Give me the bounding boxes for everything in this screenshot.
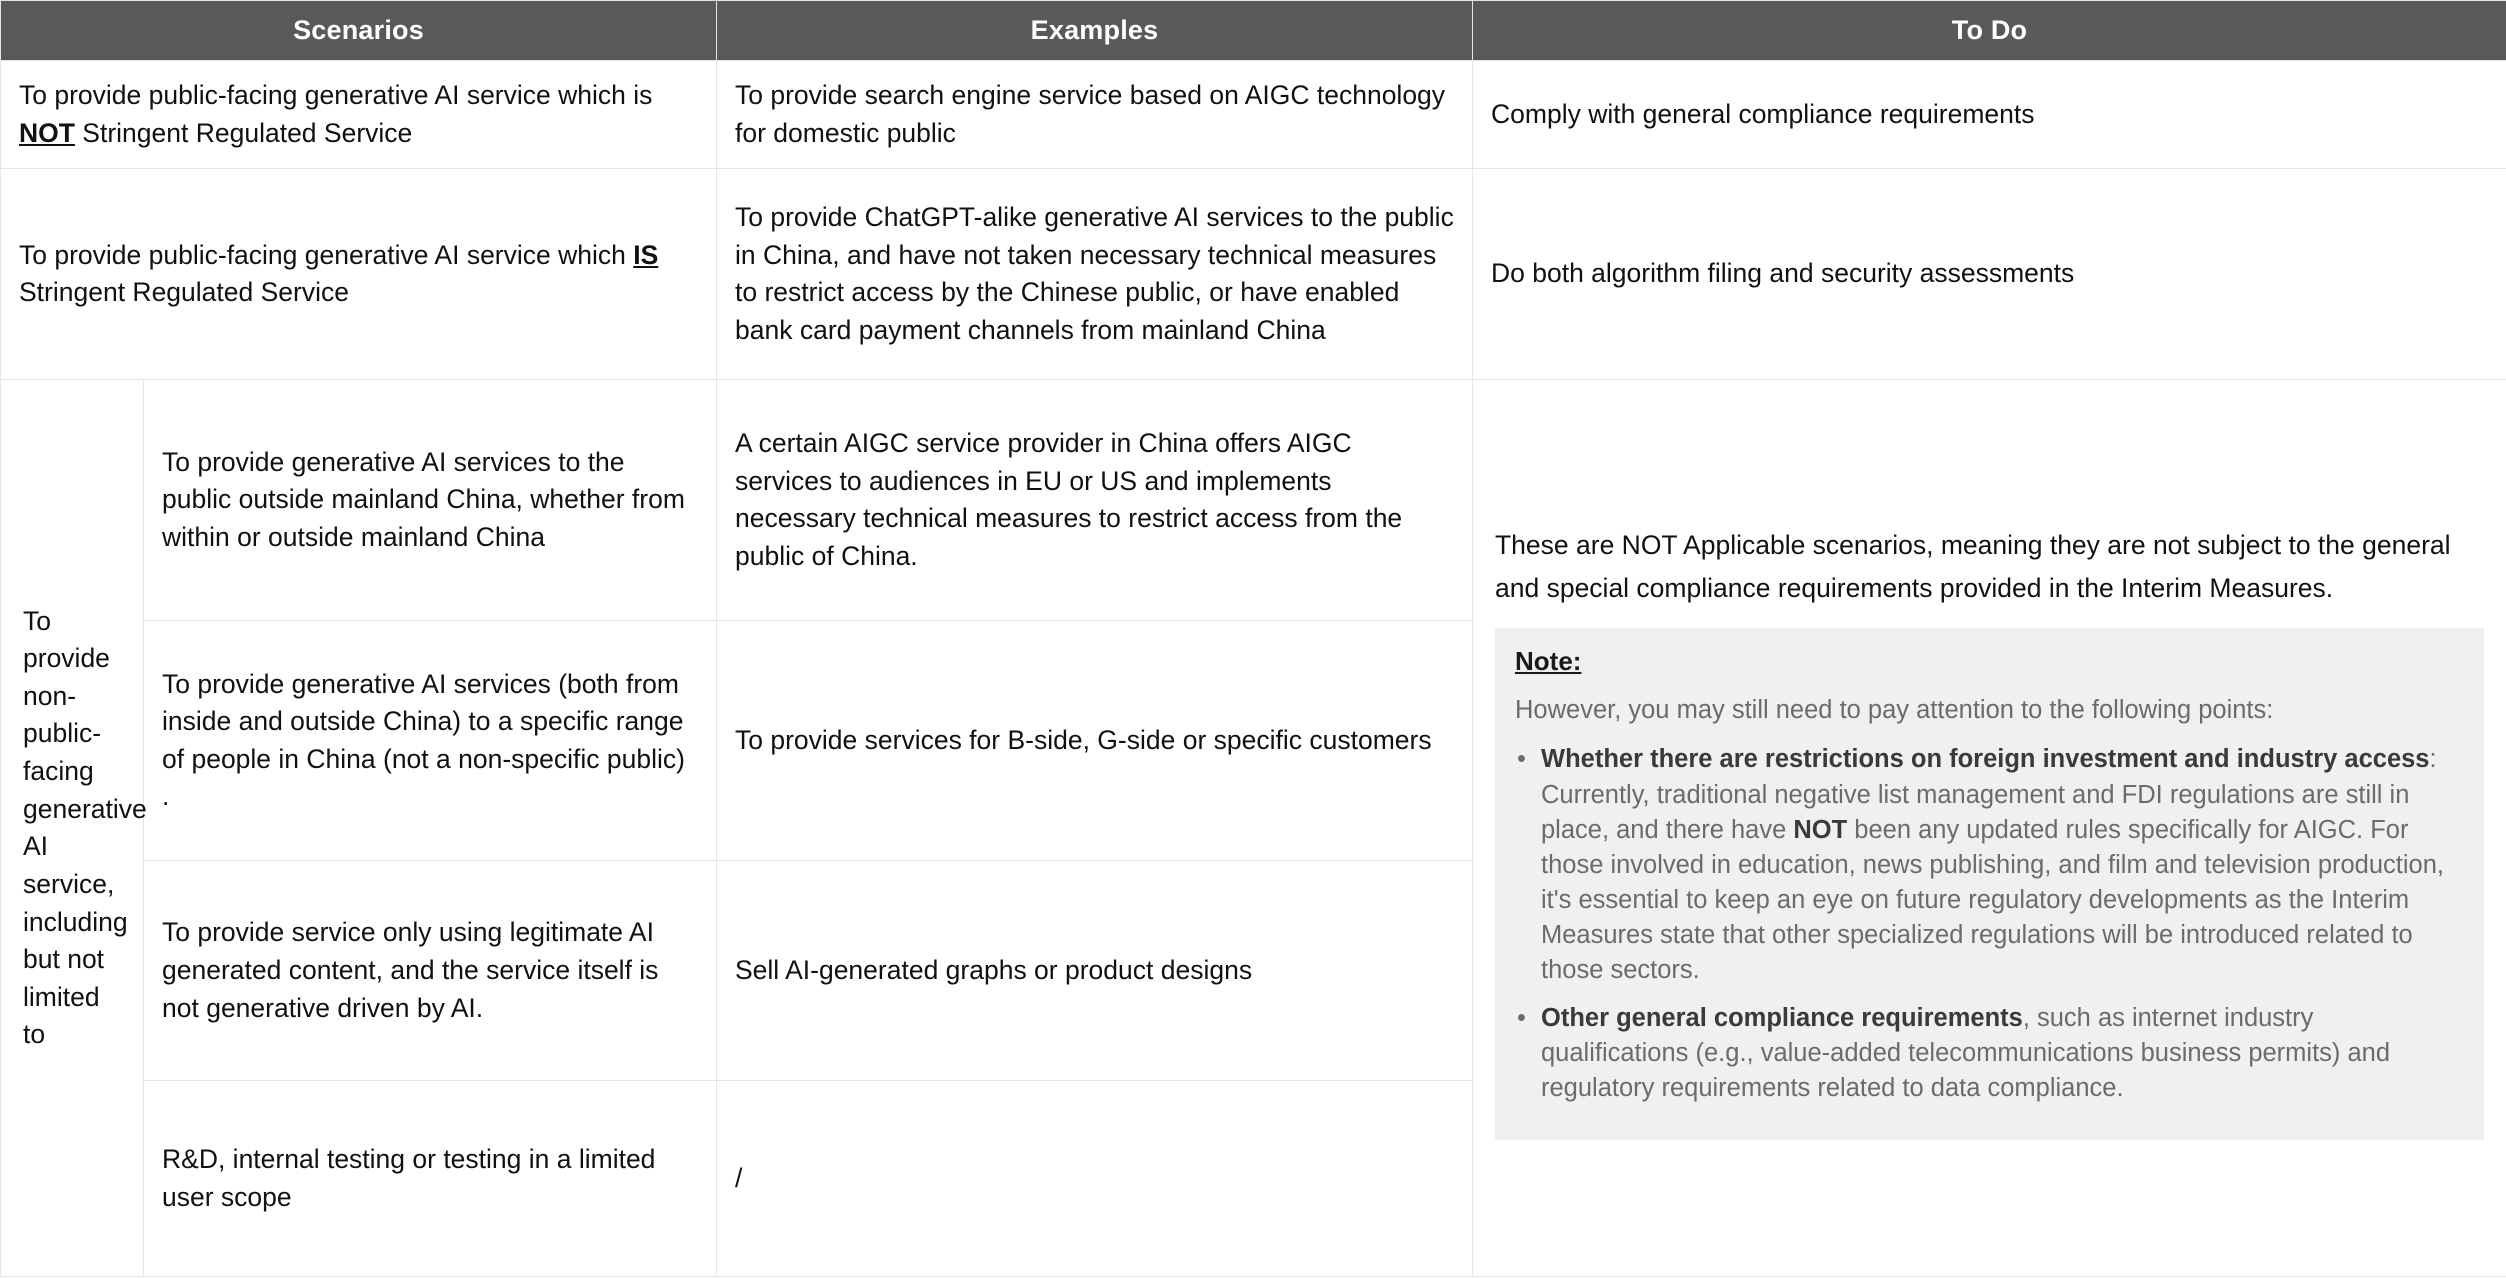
scenario-2-text-lead: To provide public-facing generative AI service which <box>19 239 634 270</box>
list-item <box>1517 1001 2464 1107</box>
note-title: Note: <box>1515 646 1582 677</box>
scenario-1-text-tail: Stringent Regulated Service <box>74 117 413 148</box>
bullet-2-body-1: , such as internet industry qualifications (e.g., value-added telecommunications business permits) and regulatory requirements related to data compliance. <box>1541 1003 2391 1103</box>
bullet-1-body-2: been any updated rules specifically for AIGC. For those involved in education, news publishing, and film and television production, it's essential to keep an eye on future regulatory developments as the Interim Measures state that other specialized regulations will be introduced related to those sectors. <box>1541 815 2444 985</box>
bullet-1-bold-lead: Whether there are restrictions on foreign investment and industry access <box>1541 745 2430 774</box>
cell-example-3d: / <box>717 1081 1473 1277</box>
bullet-1-body-1: : Currently, traditional negative list management and FDI regulations are still in place, and there have <box>1541 745 2437 844</box>
bullet-1-inline-bold: NOT <box>1793 815 1848 844</box>
cell-example-1: To provide search engine service based on AIGC technology for domestic public <box>717 61 1473 169</box>
cell-todo-2: Do both algorithm filing and security assessments <box>1473 169 2506 380</box>
table-row <box>1 169 2506 380</box>
scenario-2-text-tail: Stringent Regulated Service <box>19 277 349 308</box>
cell-scenario-3b: To provide generative AI services (both from inside and outside China) to a specific range of people in China (not a non-specific public) . <box>144 621 717 861</box>
cell-example-3a: A certain AIGC service provider in China offers AIGC services to audiences in EU or US and implements necessary technical measures to restrict access from the public of China. <box>717 380 1473 621</box>
bullet-icon: • <box>1517 745 1526 774</box>
header-todo: To Do <box>1473 1 2506 61</box>
cell-example-2: To provide ChatGPT-alike generative AI services to the public in China, and have not taken necessary technical measures to restrict access by the Chinese public, or have enabled bank card payment channels from mainland China <box>717 169 1473 380</box>
cell-todo-1: Comply with general compliance requirements <box>1473 61 2506 169</box>
table-header <box>1 1 2506 61</box>
scenario-1-text-lead: To provide public-facing generative AI service which is <box>19 80 653 110</box>
cell-scenario-group-label: To provide non-public-facing generative AI service, including but not limited to <box>1 380 144 1277</box>
cell-scenario-1 <box>1 61 717 169</box>
header-scenarios: Scenarios <box>1 1 717 61</box>
header-examples: Examples <box>717 1 1473 61</box>
scenario-1-emphasis: NOT <box>19 117 75 148</box>
table-body <box>1 61 2506 1277</box>
table-row <box>1 61 2506 169</box>
bullet-icon: • <box>1517 1003 1526 1032</box>
cell-scenario-3c: To provide service only using legitimate AI generated content, and the service itself is not generative driven by AI. <box>144 861 717 1081</box>
list-item <box>1517 742 2464 988</box>
cell-example-3c: Sell AI-generated graphs or product designs <box>717 861 1473 1081</box>
cell-example-3b: To provide services for B-side, G-side or specific customers <box>717 621 1473 861</box>
todo-lead-text: These are NOT Applicable scenarios, meaning they are not subject to the general and special compliance requirements provided in the Interim Measures. <box>1495 530 2451 604</box>
cell-scenario-3d: R&D, internal testing or testing in a limited user scope <box>144 1081 717 1277</box>
cell-scenario-3a: To provide generative AI services to the public outside mainland China, whether from within or outside mainland China <box>144 380 717 621</box>
scenario-2-emphasis: IS <box>633 239 659 270</box>
cell-scenario-2 <box>1 169 717 380</box>
bullet-2-bold-lead: Other general compliance requirements <box>1541 1003 2023 1032</box>
cell-todo-3 <box>1473 380 2506 1277</box>
table-row <box>1 380 2506 621</box>
note-box <box>1495 628 2484 1140</box>
note-bullet-list <box>1515 742 2464 1106</box>
note-intro: However, you may still need to pay attention to the following points: <box>1515 696 2274 725</box>
header-row <box>1 1 2506 61</box>
